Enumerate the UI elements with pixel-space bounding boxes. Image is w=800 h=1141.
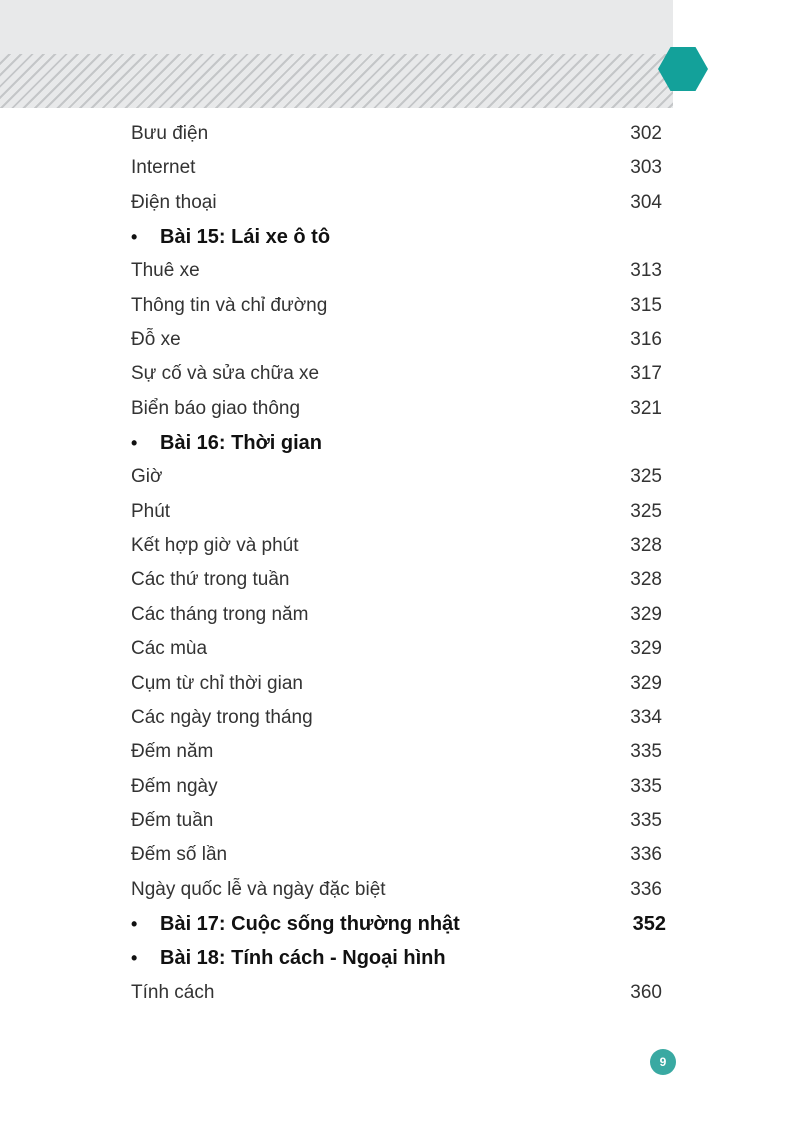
- toc-title: Các mùa: [131, 638, 208, 660]
- bullet-icon: •: [131, 227, 138, 248]
- toc-page-number: 315: [630, 294, 662, 316]
- toc-title: Kết hợp giờ và phút: [131, 535, 299, 557]
- toc-page-number: 317: [630, 363, 662, 385]
- toc-section-heading: [131, 941, 666, 975]
- toc-title: Đếm số lần: [131, 844, 228, 866]
- toc-section-heading: [131, 907, 666, 941]
- toc-title: Bài 17: Cuộc sống thường nhật: [160, 912, 460, 935]
- toc-entry: [131, 735, 666, 769]
- toc-title: Bài 15: Lái xe ô tô: [160, 226, 331, 249]
- toc-entry: [131, 151, 666, 185]
- toc-entry: [131, 873, 666, 907]
- toc-entry: [131, 667, 666, 701]
- bullet-icon: •: [131, 913, 138, 934]
- toc-page-number: 302: [630, 123, 662, 144]
- toc-entry: [131, 254, 666, 288]
- toc-entry: [131, 323, 666, 357]
- toc-page-number: 335: [630, 809, 662, 831]
- toc-entry: [131, 392, 666, 426]
- toc-entry: [131, 804, 666, 838]
- toc-entry: [131, 838, 666, 872]
- toc-title: Biển báo giao thông: [131, 397, 301, 419]
- toc-page-number: 321: [630, 397, 662, 419]
- toc-page-number: 360: [630, 981, 662, 1003]
- toc-title: Đỗ xe: [131, 329, 181, 351]
- toc-title: Đếm tuần: [131, 809, 214, 831]
- toc-title: Đếm năm: [131, 741, 214, 763]
- toc-title: Bài 16: Thời gian: [160, 432, 323, 455]
- toc-entry: [131, 357, 666, 391]
- toc-title: Cụm từ chỉ thời gian: [131, 672, 303, 694]
- toc-title: Thông tin và chỉ đường: [131, 294, 328, 316]
- toc-page-number: 303: [630, 157, 662, 179]
- toc-title: Tính cách: [131, 981, 215, 1003]
- toc-page-number: 336: [630, 844, 662, 866]
- table-of-contents: [131, 117, 666, 1010]
- toc-entry: [131, 495, 666, 529]
- bullet-icon: •: [131, 433, 138, 454]
- toc-page-number: 329: [630, 672, 662, 694]
- header-stripes: [0, 54, 673, 108]
- toc-entry: [131, 632, 666, 666]
- toc-entry: [131, 598, 666, 632]
- toc-page-number: 334: [630, 706, 662, 728]
- toc-title: Bài 18: Tính cách - Ngoại hình: [160, 947, 446, 970]
- toc-entry: [131, 529, 666, 563]
- toc-page-number: 313: [630, 260, 662, 282]
- toc-title: Sự cố và sửa chữa xe: [131, 363, 320, 385]
- toc-title: Bưu điện: [131, 123, 209, 144]
- toc-title: Giờ: [131, 466, 163, 488]
- toc-page-number: 329: [630, 603, 662, 625]
- toc-title: Ngày quốc lễ và ngày đặc biệt: [131, 878, 386, 900]
- bullet-icon: •: [131, 948, 138, 969]
- toc-page-number: 328: [630, 535, 662, 557]
- toc-title: Các tháng trong năm: [131, 603, 309, 625]
- toc-title: Internet: [131, 157, 196, 179]
- toc-page-number: 325: [630, 466, 662, 488]
- toc-page-number: 325: [630, 500, 662, 522]
- toc-title: Thuê xe: [131, 260, 200, 282]
- toc-title: Đếm ngày: [131, 775, 218, 797]
- toc-page-number: 336: [630, 878, 662, 900]
- toc-page-number: 304: [630, 191, 662, 213]
- toc-entry: [131, 289, 666, 323]
- toc-page-number: 316: [630, 329, 662, 351]
- toc-entry: [131, 701, 666, 735]
- toc-section-heading: [131, 220, 666, 254]
- toc-title: Các thứ trong tuần: [131, 569, 290, 591]
- toc-entry: [131, 563, 666, 597]
- toc-entry: [131, 186, 666, 220]
- toc-title: Phút: [131, 500, 171, 522]
- toc-page-number: 352: [632, 912, 666, 935]
- toc-entry: [131, 460, 666, 494]
- toc-title: Điện thoại: [131, 191, 217, 213]
- toc-title: Các ngày trong tháng: [131, 706, 313, 728]
- toc-entry: [131, 976, 666, 1010]
- toc-page-number: 328: [630, 569, 662, 591]
- toc-entry: [131, 770, 666, 804]
- toc-section-heading: [131, 426, 666, 460]
- toc-entry: [131, 117, 666, 151]
- toc-page-number: 329: [630, 638, 662, 660]
- page-number-badge: 9: [650, 1049, 676, 1075]
- toc-page-number: 335: [630, 775, 662, 797]
- toc-page-number: 335: [630, 741, 662, 763]
